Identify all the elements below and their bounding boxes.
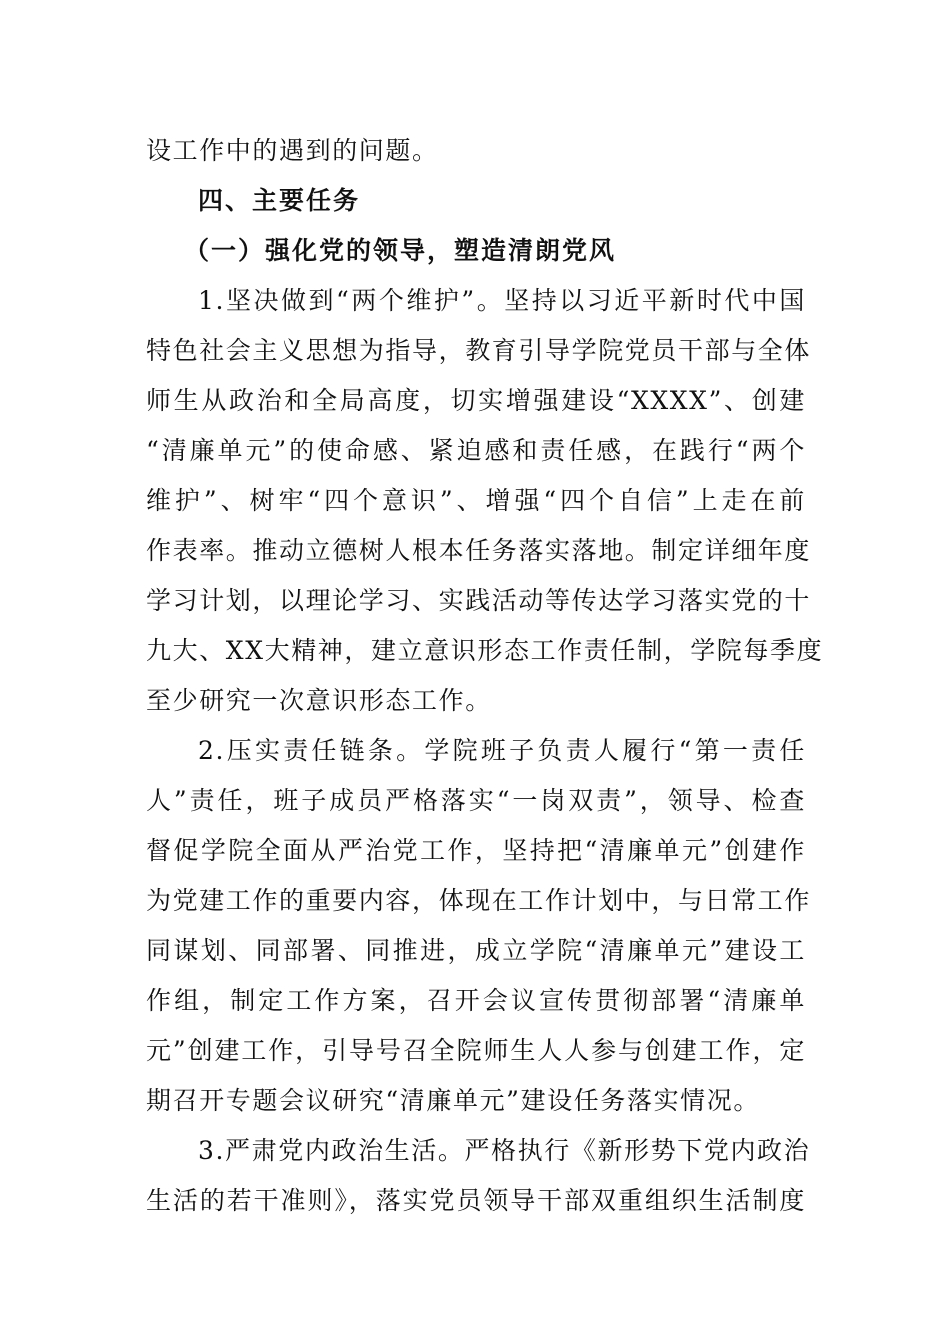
paragraph-line: 期召开专题会议研究“清廉单元”建设任务落实情况。	[146, 1086, 760, 1115]
paragraph-line: 维护”、树牢“四个意识”、增强“四个自信”上走在前	[146, 486, 806, 515]
paragraph-line: 作表率。推动立德树人根本任务落实落地。制定详细年度	[146, 536, 812, 565]
paragraph-line: 人”责任，班子成员严格落实“一岗双责”，领导、检查	[146, 786, 806, 815]
paragraph-line: “清廉单元”的使命感、紧迫感和责任感，在践行“两个	[146, 436, 806, 465]
paragraph-line: 特色社会主义思想为指导，教育引导学院党员干部与全体	[146, 336, 812, 365]
paragraph-line: 九大、XX大精神，建立意识形态工作责任制，学院每季度	[146, 636, 824, 665]
paragraph-line: 元”创建工作，引导号召全院师生人人参与创建工作，定	[146, 1036, 806, 1065]
paragraph-line: 学习计划，以理论学习、实践活动等传达学习落实党的十	[146, 586, 812, 615]
subsection-heading: （一）强化党的领导，塑造清朗党风	[184, 236, 617, 265]
paragraph-line: 至少研究一次意识形态工作。	[146, 686, 492, 715]
section-heading: 四、主要任务	[198, 186, 361, 215]
paragraph-line: 生活的若干准则》，落实党员领导干部双重组织生活制度	[146, 1186, 806, 1215]
paragraph-line: 2.压实责任链条。学院班子负责人履行“第一责任	[198, 736, 806, 765]
paragraph-line: 同谋划、同部署、同推进，成立学院“清廉单元”建设工	[146, 936, 806, 965]
paragraph-line: 1.坚决做到“两个维护”。坚持以习近平新时代中国	[198, 286, 806, 315]
paragraph-line: 督促学院全面从严治党工作，坚持把“清廉单元”创建作	[146, 836, 806, 865]
paragraph-line: 师生从政治和全局高度，切实增强建设“XXXX”、创建	[146, 386, 806, 415]
paragraph-line: 为党建工作的重要内容，体现在工作计划中，与日常工作	[146, 886, 812, 915]
text-line: 设工作中的遇到的问题。	[146, 136, 439, 165]
paragraph-line: 3.严肃党内政治生活。严格执行《新形势下党内政治	[198, 1136, 811, 1165]
paragraph-line: 作组，制定工作方案，召开会议宣传贯彻部署“清廉单	[146, 986, 806, 1015]
